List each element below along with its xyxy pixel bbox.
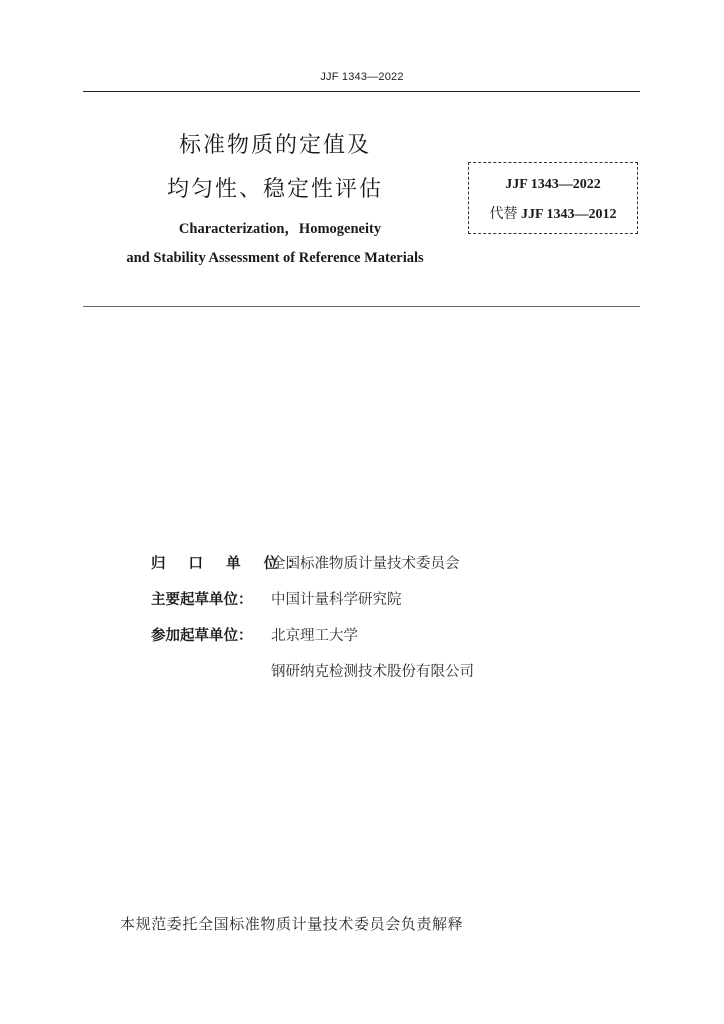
unit-value: 钢研纳克检测技术股份有限公司: [271, 664, 474, 680]
unit-row-participating-drafter-2: [151, 660, 474, 696]
unit-row-participating-drafter: [151, 624, 474, 660]
unit-row-main-drafter: [151, 588, 474, 624]
title-chinese-line-1: 标准物质的定值及: [178, 133, 371, 158]
unit-value: 北京理工大学: [271, 628, 358, 644]
unit-value: 中国计量科学研究院: [271, 592, 402, 608]
unit-label: 归 口 单 位：: [151, 556, 311, 572]
title-english-line-2: and Stability Assessment of Reference Materials: [126, 250, 424, 266]
unit-row-responsible: [151, 552, 474, 588]
unit-label: 参加起草单位：: [151, 628, 253, 644]
unit-label: 主要起草单位：: [151, 592, 253, 608]
replaces-line: [469, 203, 637, 223]
drafting-units: [151, 552, 474, 696]
interpretation-note: 本规范委托全国标准物质计量技术委员会负责解释: [120, 915, 464, 933]
title-english-line-1: Characterization，Homogeneity: [178, 221, 382, 237]
standard-code: JJF 1343—2022: [505, 177, 601, 192]
header-standard-code: JJF 1343—2022: [320, 71, 404, 83]
replaces-prefix: 代替: [489, 207, 518, 222]
unit-value: 全国标准物质计量技术委员会: [271, 556, 460, 572]
header-rule: [83, 91, 640, 92]
standard-code-box: [468, 162, 638, 234]
replaced-code: JJF 1343—2012: [520, 207, 617, 222]
title-divider: [83, 306, 640, 307]
title-chinese-line-2: 均匀性、稳定性评估: [166, 177, 383, 202]
